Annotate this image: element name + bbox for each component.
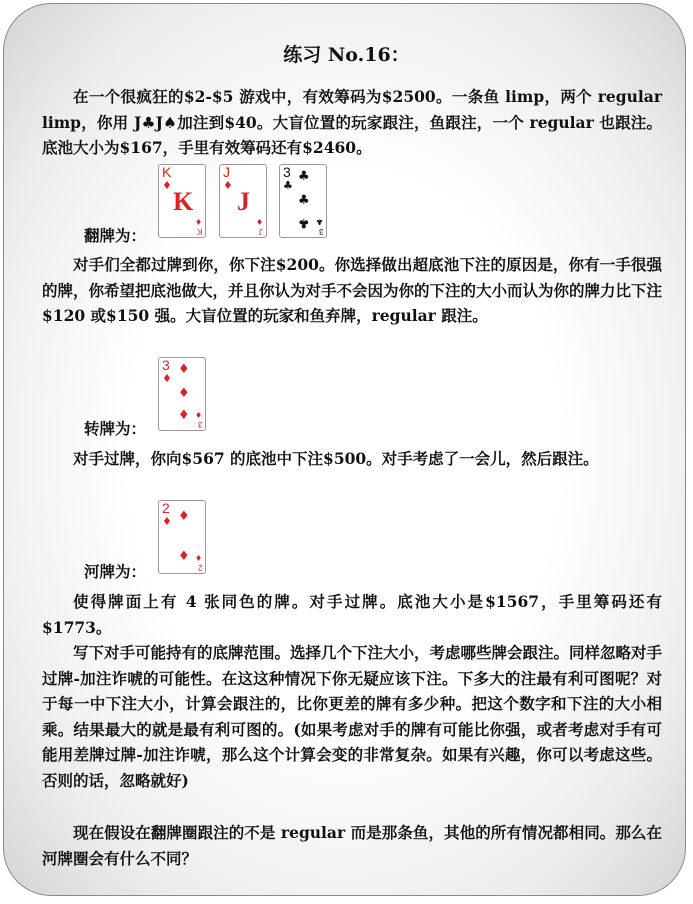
card-rank: K <box>162 164 172 180</box>
diamond-icon: ♦ <box>162 515 172 528</box>
diamond-icon: ♦ <box>194 217 202 226</box>
card-rank-bottom: J <box>259 227 263 236</box>
card-face-letter: K <box>173 187 194 216</box>
club-icon: ♣ <box>298 215 310 230</box>
card-rank-bottom: K <box>196 227 202 236</box>
paragraph-river-action: 使得牌面上有 4 张同色的牌。对手过牌。底池大小是$1567，手里筹码还有$1773。 <box>42 592 662 637</box>
paragraph-turn-action: 对手过牌，你向$567 的底池中下注$500。对手考虑了一会儿，然后跟注。 <box>73 449 599 468</box>
river-label: 河牌为： <box>84 562 147 581</box>
card-rank-bottom: 2 <box>197 563 202 572</box>
diamond-icon: ♦ <box>162 179 172 192</box>
paragraph-question-1: 写下对手可能持有的底牌范围。选择几个下注大小，考虑哪些牌会跟注。同样忽略对手过牌-加注诈唬的可能性。在这这种情况下你无疑应该下注。下多大的注最有利可图呢？对于每一中下注大小，计算会跟注的，比你更差的牌有多少种。把这个数字和下注的大小相乘。结果最大的就是最有利可图的。(如果考虑对手的牌有可能比你强，或者考虑对手有可能用差牌过牌-加注诈唬，那么这个计算会变的非常复杂。如果有兴趣，你可以考虑这些。否则的话，忽略就好) <box>42 643 663 790</box>
card-rank-bottom: 3 <box>318 227 323 236</box>
card-rank-bottom: 3 <box>197 420 202 429</box>
exercise-title: 练习 No.16： <box>283 44 410 66</box>
diamond-icon: ♦ <box>223 179 233 192</box>
diamond-icon: ♦ <box>194 553 202 562</box>
flop-label: 翻牌为： <box>84 226 147 245</box>
diamond-icon: ♦ <box>178 362 190 377</box>
flop-card-three-clubs <box>279 164 327 238</box>
diamond-icon: ♦ <box>178 408 190 423</box>
diamond-icon: ♦ <box>255 217 263 226</box>
card-rank: 3 <box>283 164 291 180</box>
diamond-icon: ♦ <box>178 386 190 401</box>
flop-card-jack-diamonds <box>219 164 267 238</box>
diamond-icon: ♦ <box>178 549 190 564</box>
club-icon: ♣ <box>315 217 323 226</box>
paragraph-question-2: 现在假设在翻牌圈跟注的不是 regular 而是那条鱼，其他的所有情况都相同。那么在河牌圈会有什么不同？ <box>42 823 662 868</box>
card-rank: 2 <box>162 500 170 516</box>
club-icon: ♣ <box>298 169 310 184</box>
diamond-icon: ♦ <box>194 410 202 419</box>
club-icon: ♣ <box>283 179 293 192</box>
card-face-letter: J <box>237 187 250 216</box>
turn-card-three-diamonds <box>158 357 206 431</box>
turn-label: 转牌为： <box>84 419 147 438</box>
diamond-icon: ♦ <box>162 372 172 385</box>
flop-card-king-diamonds <box>158 164 206 238</box>
card-rank: 3 <box>162 357 170 373</box>
club-icon: ♣ <box>298 193 310 208</box>
paragraph-flop-action: 对手们全都过牌到你，你下注$200。你选择做出超底池下注的原因是，你有一手很强的牌，你希望把底池做大，并且你认为对手不会因为你的下注的大小而认为你的牌力比下注$120 或$150 强。大盲位置的玩家和鱼弃牌，regular 跟注。 <box>42 255 663 325</box>
card-rank: J <box>223 164 230 180</box>
diamond-icon: ♦ <box>178 509 190 524</box>
paragraph-setup: 在一个很疯狂的$2-$5 游戏中，有效筹码为$2500。一条鱼 limp，两个 regular limp，你用 J♣J♠加注到$40。大盲位置的玩家跟注，鱼跟注，一个 regular 也跟注。底池大小为$167，手里有效筹码还有$2460。 <box>42 87 662 157</box>
river-card-two-diamonds <box>158 500 206 574</box>
